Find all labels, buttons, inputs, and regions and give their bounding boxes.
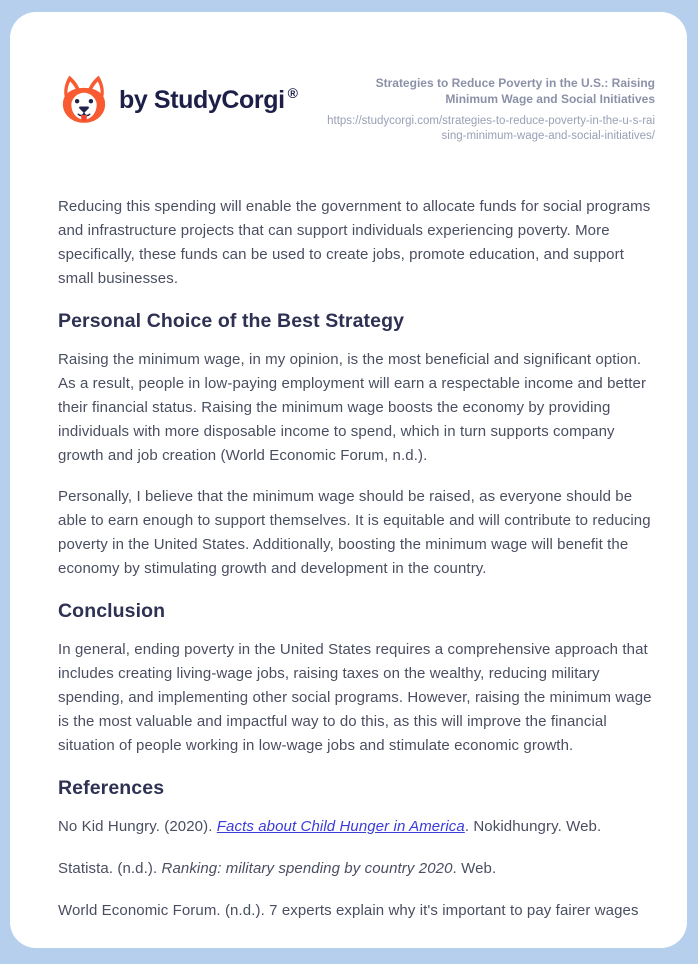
document-title-block xyxy=(323,74,655,145)
reference-text: Statista. (n.d.). xyxy=(58,859,162,877)
reference-text: . Web. xyxy=(452,859,497,877)
registered-mark: ® xyxy=(287,84,298,101)
personal-paragraph-2: Personally, I believe that the minimum wage should be raised, as everyone should be able to earn enough to support themselves. It is equitable and will contribute to reducing poverty in the United States. Additionally, boosting the minimum wage will benefit the economy by stimulating growth and development in the country. xyxy=(58,487,651,577)
reference-entry-2 xyxy=(58,857,655,881)
document-title: Strategies to Reduce Poverty in the U.S.: Raising Minimum Wage and Social Initiatives xyxy=(375,76,655,106)
document-url-link[interactable]: https://studycorgi.com/strategies-to-reduce-poverty-in-the-u-s-raising-minimum-wage-and-social-initiatives/ xyxy=(327,114,655,143)
document-card xyxy=(10,12,687,948)
section-heading-personal-choice: Personal Choice of the Best Strategy xyxy=(58,309,405,332)
brand-text xyxy=(119,86,298,115)
corgi-icon xyxy=(58,74,110,126)
brand-name: by StudyCorgi xyxy=(119,85,285,114)
section-heading-conclusion: Conclusion xyxy=(58,599,166,622)
section-heading-references: References xyxy=(58,776,165,799)
reference-text: World Economic Forum. (n.d.). 7 experts explain why it's important to pay fairer wages xyxy=(58,901,639,919)
article-content xyxy=(58,195,655,923)
reference-entry-3 xyxy=(58,899,655,923)
conclusion-paragraph: In general, ending poverty in the United States requires a comprehensive approach that includes creating living-wage jobs, raising taxes on the wealthy, reducing military spending, and implementing other social programs. However, raising the minimum wage is the most valuable and impactful way to do this, as this will improve the financial situation of people working in low-wage jobs and stimulate economic growth. xyxy=(58,640,652,754)
reference-italic-title: Ranking: military spending by country 2020 xyxy=(161,859,453,877)
reference-text: . Nokidhungry. Web. xyxy=(464,817,602,835)
reference-entry-1 xyxy=(58,815,655,839)
intro-paragraph: Reducing this spending will enable the government to allocate funds for social programs and infrastructure projects that can support individuals experiencing poverty. More specifically, these funds can be used to create jobs, promote education, and support small businesses. xyxy=(58,197,651,287)
header xyxy=(58,74,655,145)
personal-paragraph-1: Raising the minimum wage, in my opinion, is the most beneficial and significant option. As a result, people in low-paying employment will earn a respectable income and better their financial status. Raising the minimum wage boosts the economy by providing individuals with more disposable income to spend, which in turn supports company growth and job creation (World Economic Forum, n.d.). xyxy=(58,350,647,464)
reference-text: No Kid Hungry. (2020). xyxy=(58,817,217,835)
reference-link[interactable]: Facts about Child Hunger in America xyxy=(216,817,465,835)
brand-logo xyxy=(58,74,298,126)
